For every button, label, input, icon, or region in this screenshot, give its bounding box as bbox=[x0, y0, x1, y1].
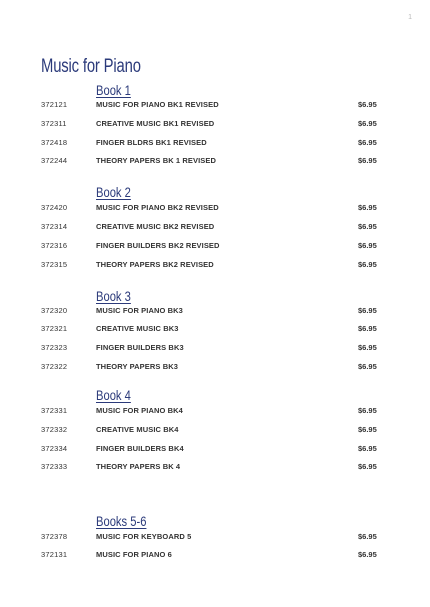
table-row bbox=[0, 306, 430, 320]
item-description: FINGER BUILDERS BK4 bbox=[96, 444, 184, 453]
item-description: FINGER BUILDERS BK2 REVISED bbox=[96, 241, 220, 250]
item-price: $6.95 bbox=[358, 462, 377, 471]
item-code: 372323 bbox=[41, 343, 68, 352]
item-price: $6.95 bbox=[358, 324, 377, 333]
table-row bbox=[0, 406, 430, 420]
item-code: 372332 bbox=[41, 425, 68, 434]
item-price: $6.95 bbox=[358, 362, 377, 371]
item-code: 372321 bbox=[41, 324, 68, 333]
item-description: CREATIVE MUSIC BK4 bbox=[96, 425, 179, 434]
item-description: MUSIC FOR PIANO BK4 bbox=[96, 406, 183, 415]
item-price: $6.95 bbox=[358, 222, 377, 231]
item-description: THEORY PAPERS BK 1 REVISED bbox=[96, 156, 216, 165]
item-description: CREATIVE MUSIC BK1 REVISED bbox=[96, 119, 215, 128]
item-price: $6.95 bbox=[358, 260, 377, 269]
item-price: $6.95 bbox=[358, 406, 377, 415]
item-price: $6.95 bbox=[358, 550, 377, 559]
section-heading-book-1: Book 1 bbox=[96, 82, 131, 98]
item-description: CREATIVE MUSIC BK2 REVISED bbox=[96, 222, 215, 231]
item-price: $6.95 bbox=[358, 100, 377, 109]
item-code: 372333 bbox=[41, 462, 68, 471]
item-code: 372322 bbox=[41, 362, 68, 371]
table-row bbox=[0, 156, 430, 170]
item-code: 372420 bbox=[41, 203, 68, 212]
item-code: 372320 bbox=[41, 306, 68, 315]
item-description: THEORY PAPERS BK3 bbox=[96, 362, 178, 371]
item-code: 372315 bbox=[41, 260, 68, 269]
table-row bbox=[0, 362, 430, 376]
item-price: $6.95 bbox=[358, 241, 377, 250]
table-row bbox=[0, 260, 430, 274]
item-code: 372316 bbox=[41, 241, 68, 250]
table-row bbox=[0, 324, 430, 338]
page-number: 1 bbox=[408, 14, 412, 21]
item-description: FINGER BUILDERS BK3 bbox=[96, 343, 184, 352]
item-price: $6.95 bbox=[358, 119, 377, 128]
table-row bbox=[0, 222, 430, 236]
item-description: THEORY PAPERS BK2 REVISED bbox=[96, 260, 214, 269]
item-description: FINGER BLDRS BK1 REVISED bbox=[96, 138, 207, 147]
item-code: 372121 bbox=[41, 100, 68, 109]
item-price: $6.95 bbox=[358, 138, 377, 147]
section-heading-book-4: Book 4 bbox=[96, 387, 131, 403]
section-heading-books-5-6: Books 5-6 bbox=[96, 513, 147, 529]
table-row bbox=[0, 550, 430, 564]
table-row bbox=[0, 138, 430, 152]
item-price: $6.95 bbox=[358, 203, 377, 212]
item-code: 372311 bbox=[41, 119, 67, 128]
item-code: 372244 bbox=[41, 156, 68, 165]
table-row bbox=[0, 119, 430, 133]
section-heading-book-2: Book 2 bbox=[96, 184, 131, 200]
item-code: 372131 bbox=[41, 550, 68, 559]
item-description: THEORY PAPERS BK 4 bbox=[96, 462, 181, 471]
table-row bbox=[0, 100, 430, 114]
table-row bbox=[0, 444, 430, 458]
item-code: 372314 bbox=[41, 222, 68, 231]
table-row bbox=[0, 203, 430, 217]
item-description: MUSIC FOR PIANO BK3 bbox=[96, 306, 183, 315]
table-row bbox=[0, 343, 430, 357]
item-code: 372334 bbox=[41, 444, 68, 453]
item-price: $6.95 bbox=[358, 425, 377, 434]
table-row bbox=[0, 532, 430, 546]
item-code: 372378 bbox=[41, 532, 68, 541]
table-row bbox=[0, 425, 430, 439]
table-row bbox=[0, 462, 430, 476]
item-description: MUSIC FOR PIANO BK2 REVISED bbox=[96, 203, 219, 212]
table-row bbox=[0, 241, 430, 255]
item-description: MUSIC FOR PIANO BK1 REVISED bbox=[96, 100, 219, 109]
item-description: MUSIC FOR PIANO 6 bbox=[96, 550, 172, 559]
item-price: $6.95 bbox=[358, 343, 377, 352]
page-title: Music for Piano bbox=[41, 56, 141, 77]
item-price: $6.95 bbox=[358, 156, 377, 165]
item-code: 372331 bbox=[41, 406, 68, 415]
item-price: $6.95 bbox=[358, 306, 377, 315]
item-price: $6.95 bbox=[358, 532, 377, 541]
item-description: CREATIVE MUSIC BK3 bbox=[96, 324, 179, 333]
section-heading-book-3: Book 3 bbox=[96, 288, 131, 304]
item-price: $6.95 bbox=[358, 444, 377, 453]
item-description: MUSIC FOR KEYBOARD 5 bbox=[96, 532, 192, 541]
item-code: 372418 bbox=[41, 138, 68, 147]
